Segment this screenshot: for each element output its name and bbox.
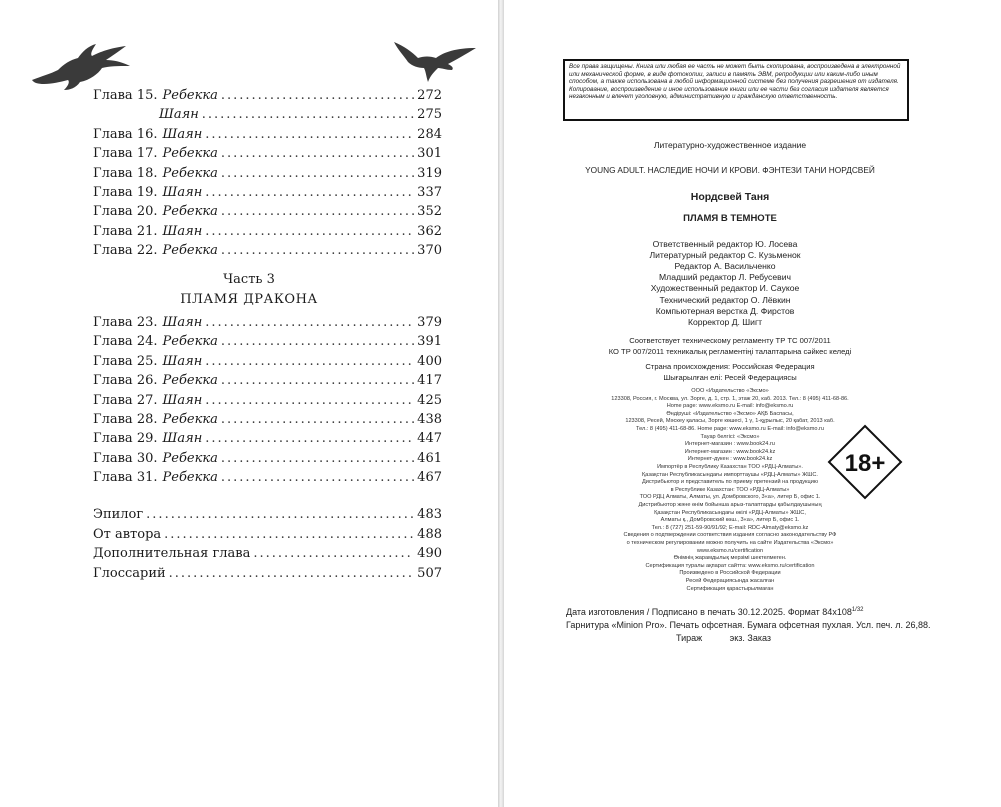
toc-chapter-label: Эпилог [93,507,144,522]
credit-line: Литературный редактор С. Кузьменок [649,250,801,261]
toc-chapter-label: Глава 31. [93,470,158,486]
toc-chapter-label: От автора [93,526,162,542]
toc-chapter-label: Глава 16. [93,126,158,142]
toc-page-number: 447 [417,431,442,447]
toc-entry [93,470,442,489]
publisher-line: 123308, Ресей, Мәскеу қаласы, Зорге көшесі, 1 ү, 1-құрылыс, 20 қабат, 2013 каб. [625,418,835,425]
toc-page-number: 488 [417,526,442,542]
toc-page-number: 490 [417,546,442,561]
toc-entry [93,373,442,392]
toc-leader-dots [205,224,414,239]
toc-leader-dots [146,507,414,522]
dragon-right-icon [390,38,480,84]
toc-character-name: Ребекка [162,88,218,103]
age-rating-badge [827,424,903,500]
toc-leader-dots [205,354,414,369]
dragon-left-icon [30,40,134,92]
publisher-line: Өндіруші: «Издательство «Эксмо» АҚБ Баспасы, [666,410,794,417]
toc-leader-dots [221,373,414,388]
toc-chapter-label: Глава 29. [93,431,158,447]
toc-entry [93,527,442,546]
left-page [0,0,498,807]
toc-leader-dots [205,393,414,408]
toc-character-name: Ребекка [162,334,218,350]
toc-leader-dots [221,243,414,258]
toc-leader-dots [205,185,414,200]
toc-character-name: Шаян [162,126,203,142]
toc-character-name: Ребекка [162,146,218,162]
publisher-line: ООО «Издательство «Эксмо» [691,388,769,394]
publisher-line: 123308, Россия, г. Москва, ул. Зорге, д. 1, стр. 1, этаж 20, каб. 2013. Тел.: 8 (495) 411-68-86. [611,395,849,402]
toc-leader-dots [205,431,414,446]
toc-page-number: 284 [417,126,442,142]
publisher-line: Қазақстан Республикасындағы өкілі «РДЦ-Алматы» ЖШС, [654,509,806,516]
publisher-line: Произведено в Российской Федерации [679,570,781,577]
toc-character-name: Шаян [162,185,203,200]
author-name: Нордсвей Таня [690,191,770,203]
toc-leader-dots [221,470,414,485]
toc-page-number: 275 [417,107,442,123]
toc-entry [93,507,442,526]
print-info-line-2: Гарнитура «Minion Pro». Печать офсетная. Бумага офсетная пухлая. Усл. печ. л. 26,88. [566,620,931,630]
edition-type: Литературно-художественное издание [653,140,807,150]
credit-line: Редактор А. Васильченко [674,261,776,272]
origin-line-1: Страна происхождения: Российская Федерация [645,362,815,371]
publisher-line: в Республике Казахстан: ТОО «РДЦ-Алматы» [670,486,790,493]
publisher-line: www.eksmo.ru/certification [696,547,764,554]
publisher-line: Дистрибьютор және өнім бойынша арыз-талаптарды қабылдаушының [638,502,822,508]
publisher-line: о техническом регулировании можно получить на сайте Издательства «Эксмо» [626,540,834,546]
publisher-line: Дистрибьютор и представитель по приему претензий на продукцию [641,479,819,486]
toc-chapter-label: Глава 19. [93,185,158,200]
toc-page-number: 483 [417,507,442,522]
toc-chapter-label: Глава 21. [93,223,158,239]
toc-entry [93,127,442,146]
toc-character-name: Шаян [162,223,203,239]
publisher-line: Тауар белгісі: «Эксмо» [700,433,760,440]
toc-chapter-label: Глава 28. [93,412,158,427]
toc-entry [93,354,442,373]
toc-page-number: 507 [417,565,442,581]
toc-chapter-label: Глава 22. [93,243,158,259]
toc-chapter-label: Глава 23. [93,315,158,330]
toc-page-number: 379 [417,315,442,330]
toc-page-number: 467 [417,470,442,486]
toc-page-number: 301 [417,146,442,162]
series-name: YOUNG ADULT. НАСЛЕДИЕ НОЧИ И КРОВИ. ФЭНТЕЗИ ТАНИ НОРДСВЕЙ [585,165,875,175]
credit-line: Технический редактор О. Лёвкин [659,294,791,305]
toc-entry [93,546,442,565]
toc-page-number: 417 [417,373,442,389]
publisher-line: Home page: www.eksmo.ru E-mail: info@eksmo.ru [666,403,794,410]
toc-leader-dots [253,546,414,561]
publisher-line: ТОО РДЦ Алматы, Алматы, ул. Домбровского, 3«а», литер Б, офис 1. [639,494,821,501]
credit-line: Корректор Д. Шигт [687,316,763,327]
print-format-fraction: 1/32 [851,607,864,613]
toc-character-name: Ребекка [162,470,218,486]
part-title: ПЛАМЯ ДРАКОНА [180,292,318,307]
toc-leader-dots [221,451,414,466]
toc-leader-dots [164,527,414,542]
toc-entry [93,166,442,185]
toc-entry [93,334,442,353]
toc-leader-dots [169,566,415,581]
regulation-line-1: Соответствует техническому регламенту ТР ТС 007/2011 [629,336,831,345]
publisher-line: Интернет-дүкен : www.book24.kz [687,456,773,463]
print-date-format: Дата изготовления / Подписано в печать 30.12.2025. Формат 84x108 [566,607,852,617]
toc-entry [93,224,442,243]
credit-line: Ответственный редактор Ю. Лосева [652,239,798,249]
toc-leader-dots [221,334,414,349]
toc-leader-dots [221,88,414,103]
publisher-line: Тел.: 8 (495) 411-68-86. Home page: www.eksmo.ru E-mail: info@eksmo.ru [635,426,825,432]
toc-entry [93,431,442,450]
publisher-line: Өнімнің жарамдылық мерзімі шектелмеген. [673,555,787,562]
toc-entry [93,412,442,431]
toc-page-number: 370 [417,243,442,259]
toc-page-number: 362 [417,223,442,239]
print-info-line-1 [566,607,864,617]
toc-page-number: 391 [417,334,442,350]
toc-chapter-label: Глава 18. [93,165,158,181]
toc-chapter-label: Глава 15. [93,88,158,103]
toc-chapter-label: Глоссарий [93,565,166,581]
toc-entry [93,204,442,223]
publisher-line: Тел.: 8 (727) 251-59-90/91/92; E-mail: RDC-Almaty@eksmo.kz [651,524,809,531]
credit-line: Художественный редактор И. Саукое [650,283,800,294]
toc-entry [93,185,442,204]
toc-chapter-label: Дополнительная глава [93,546,251,561]
toc-character-name: Шаян [162,353,203,369]
copyright-notice: Все права защищены. Книга или любая ее часть не может быть скопирована, воспроизведена в электронной или механической форме, в виде фотокопии, записи в память ЭВМ, репродукции или каким-либо иным способом, а также использована в любой информационной системе без получения разрешения от издателя. Копирование, воспроизведение и иное использование книги или ее части без согласия издателя является незаконным и влечет уголовную, административную и гражданскую ответственность. [563,59,909,121]
part-label: Часть 3 [223,272,275,287]
toc-entry [93,315,442,334]
toc-entry [93,88,442,107]
toc-character-name: Ребекка [162,165,218,181]
book-title: ПЛАМЯ В ТЕМНОТЕ [683,213,777,224]
toc-chapter-label: Глава 30. [93,450,158,466]
credit-line: Младший редактор Л. Ребусевич [659,272,791,283]
credit-line: Компьютерная верстка Д. Фирстов [655,305,795,316]
toc-page-number: 337 [417,185,442,200]
toc-entry [93,451,442,470]
toc-leader-dots [202,107,414,122]
toc-leader-dots [221,412,414,427]
toc-page-number: 319 [417,165,442,181]
publisher-line: Интернет-магазин : www.book24.kz [684,448,776,455]
publisher-line: Импортёр в Республику Казахстан ТОО «РДЦ-Алматы». [657,464,803,470]
regulation-line-2: КО ТР 007/2011 техникалық регламентіңі талаптарына сәйкес келеді [608,347,852,356]
toc-character-name: Шаян [159,107,199,123]
toc-entry [93,566,442,585]
toc-leader-dots [205,127,414,142]
toc-chapter-label: Глава 24. [93,334,158,350]
toc-leader-dots [221,204,414,219]
toc-character-name: Шаян [162,431,203,447]
age-rating-text: 18+ [844,450,886,477]
origin-line-2: Шығарылған елі: Ресей Федерациясы [663,373,797,382]
publisher-line: Қазақстан Республикасындағы импорттаушы «РДЦ-Алматы» ЖШС. [642,471,818,478]
toc-chapter-label: Глава 20. [93,204,158,220]
toc-leader-dots [221,166,414,181]
toc-page-number: 438 [417,412,442,427]
toc-entry [93,393,442,412]
toc-entry [159,107,442,126]
toc-chapter-label: Глава 26. [93,373,158,389]
toc-page-number: 352 [417,204,442,220]
publisher-line: Сертификация туралы ақпарат сайтта: www.eksmo.ru/certification [645,562,815,569]
toc-entry [93,146,442,165]
toc-character-name: Ребекка [162,450,218,466]
toc-character-name: Ребекка [162,243,218,259]
toc-page-number: 400 [417,353,442,369]
toc-character-name: Ребекка [162,204,218,220]
toc-character-name: Шаян [162,315,203,330]
toc-character-name: Шаян [162,392,203,408]
publisher-line: Ресей Федерациясында жасалған [685,578,775,584]
publisher-line: Интернет-магазин : www.book24.ru [685,441,775,448]
publisher-line: Сведения о подтверждении соответствия издания согласно законодательству РФ [623,532,837,539]
toc-chapter-label: Глава 27. [93,392,158,408]
publisher-line: Алматы қ., Домбровский көш., 3«а», литер Б, офис 1. [660,517,800,524]
toc-character-name: Ребекка [162,373,218,389]
toc-page-number: 461 [417,450,442,466]
toc-leader-dots [205,315,414,330]
toc-page-number: 425 [417,392,442,408]
toc-entry [93,243,442,262]
toc-page-number: 272 [417,88,442,103]
toc-character-name: Ребекка [162,412,218,427]
toc-chapter-label: Глава 25. [93,353,158,369]
print-info-line-3: Тираж экз. Заказ [676,633,772,643]
toc-leader-dots [221,146,414,161]
toc-chapter-label: Глава 17. [93,146,158,162]
publisher-line: Сертификация қарастырылмаған [686,585,774,592]
